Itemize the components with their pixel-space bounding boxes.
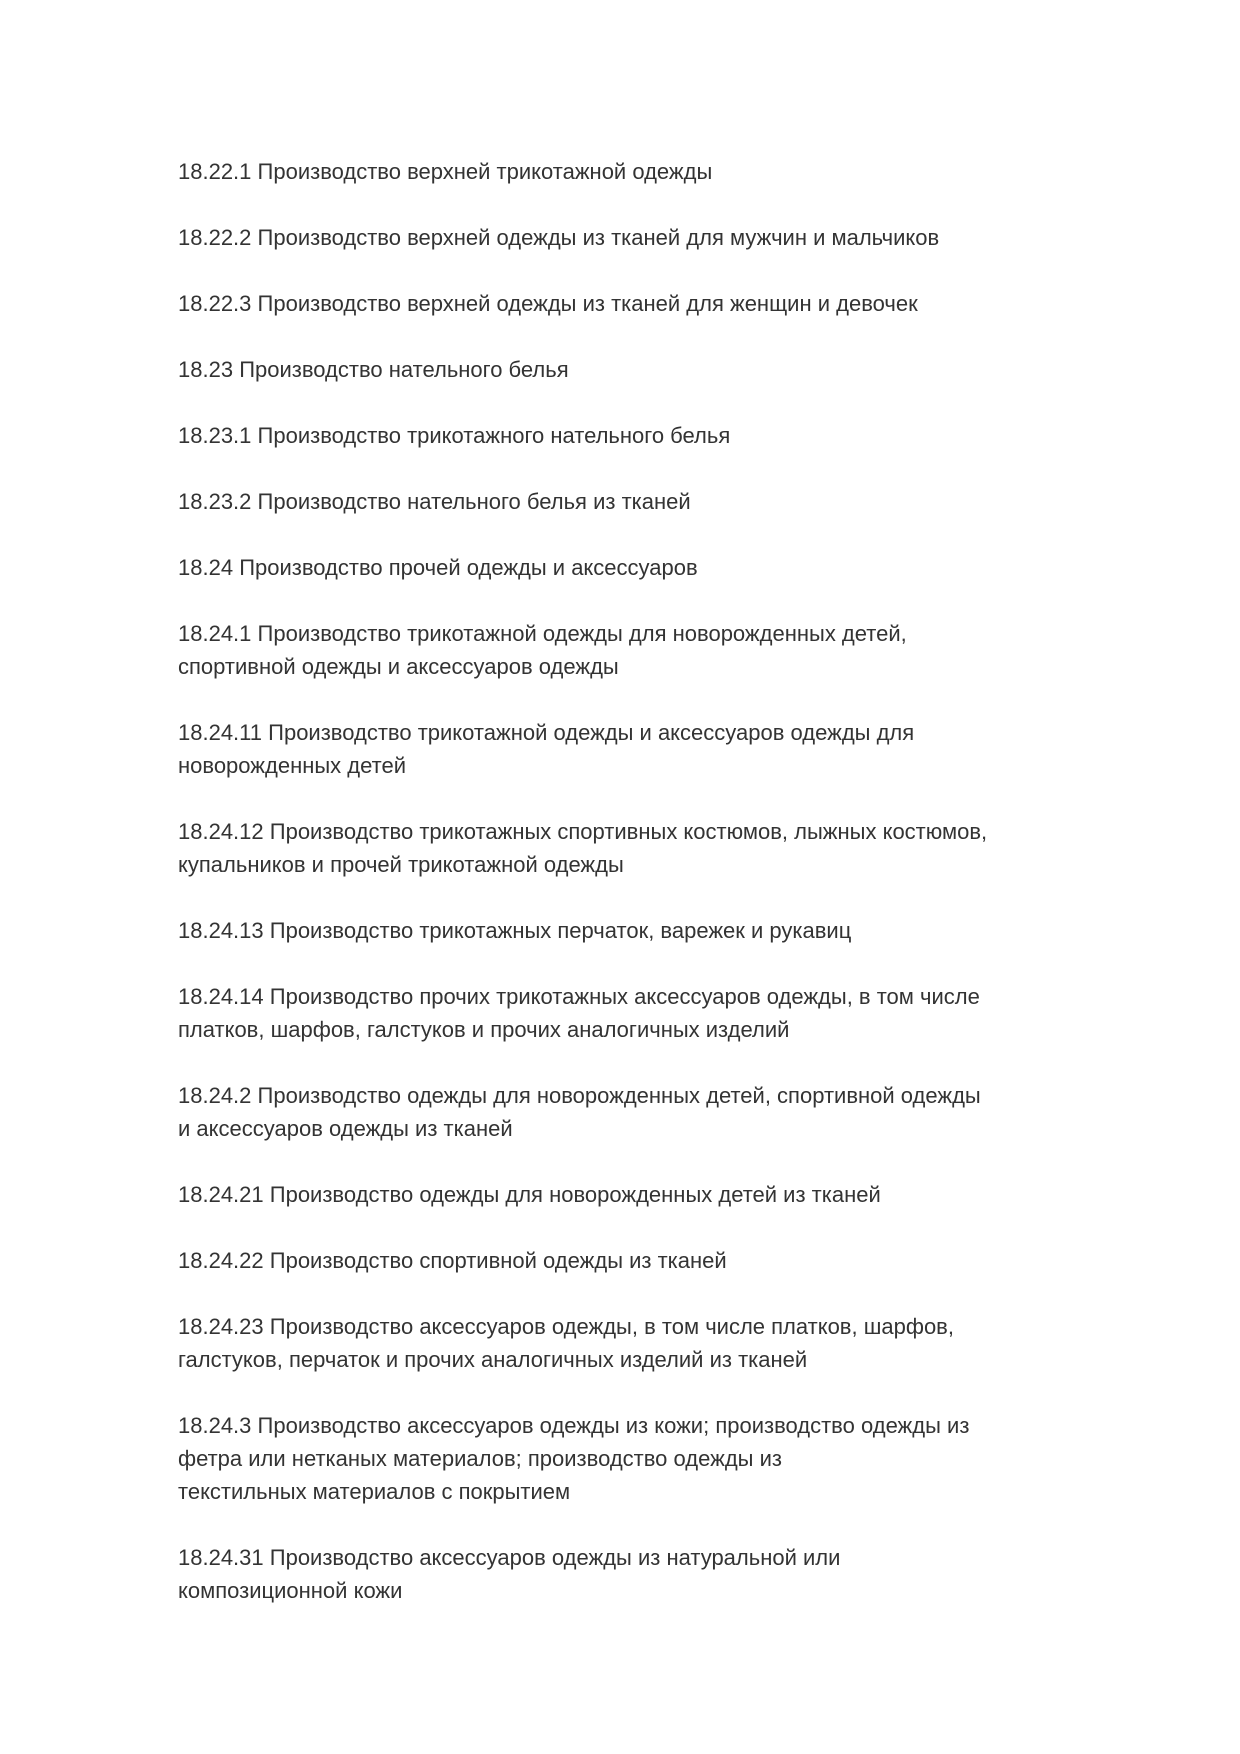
entry-code: 18.24.2 (178, 1083, 252, 1108)
entry-code: 18.23.2 (178, 489, 252, 514)
entry-code: 18.24.12 (178, 819, 264, 844)
entry-code: 18.23 (178, 357, 234, 382)
entry-text: Производство трикотажного нательного белья (257, 423, 731, 448)
entry-text: Производство нательного белья (239, 357, 569, 382)
entry-text: Производство трикотажных спортивных костюмов, лыжных костюмов, купальников и прочей трикотажной одежды (178, 819, 988, 877)
entry-18-24-12 (178, 815, 1078, 881)
entry-text: Производство аксессуаров одежды из кожи; производство одежды из фетра или нетканых материалов; производство одежды из текстильных материалов с покрытием (178, 1413, 970, 1504)
entry-18-24-13 (178, 914, 1078, 947)
entry-18-22-1 (178, 155, 1078, 188)
entry-code: 18.24.23 (178, 1314, 264, 1339)
entry-text: Производство верхней трикотажной одежды (257, 159, 713, 184)
entry-18-24-14 (178, 980, 1078, 1046)
entry-18-24-2 (178, 1079, 1078, 1145)
entry-code: 18.24.11 (178, 720, 263, 745)
entry-code: 18.22.1 (178, 159, 252, 184)
entry-text: Производство трикотажной одежды для новорожденных детей, спортивной одежды и аксессуаров одежды (178, 621, 907, 679)
entry-code: 18.22.3 (178, 291, 252, 316)
entry-text: Производство прочей одежды и аксессуаров (239, 555, 698, 580)
entry-code: 18.24.22 (178, 1248, 264, 1273)
entry-18-22-3 (178, 287, 1078, 320)
entry-18-24-21 (178, 1178, 1078, 1211)
entry-text: Производство спортивной одежды из тканей (269, 1248, 727, 1273)
entry-text: Производство аксессуаров одежды, в том числе платков, шарфов, галстуков, перчаток и прочих аналогичных изделий из тканей (178, 1314, 954, 1372)
entry-code: 18.24.31 (178, 1545, 264, 1570)
entry-18-24-3 (178, 1409, 1078, 1508)
entry-code: 18.23.1 (178, 423, 252, 448)
entry-18-24-11 (178, 716, 1078, 782)
entry-text: Производство трикотажной одежды и аксессуаров одежды для новорожденных детей (178, 720, 915, 778)
entry-code: 18.24.21 (178, 1182, 264, 1207)
entry-18-22-2 (178, 221, 1078, 254)
entry-text: Производство аксессуаров одежды из натуральной или композиционной кожи (178, 1545, 841, 1603)
entry-18-24-22 (178, 1244, 1078, 1277)
entry-text: Производство трикотажных перчаток, варежек и рукавиц (269, 918, 852, 943)
entry-18-24-23 (178, 1310, 1078, 1376)
entry-code: 18.24 (178, 555, 234, 580)
entry-text: Производство одежды для новорожденных детей, спортивной одежды и аксессуаров одежды из тканей (178, 1083, 981, 1141)
entry-text: Производство одежды для новорожденных детей из тканей (269, 1182, 881, 1207)
entry-code: 18.22.2 (178, 225, 252, 250)
entry-18-24-1 (178, 617, 1078, 683)
entry-text: Производство нательного белья из тканей (257, 489, 691, 514)
entry-18-23-2 (178, 485, 1078, 518)
entry-text: Производство прочих трикотажных аксессуаров одежды, в том числе платков, шарфов, галстуков и прочих аналогичных изделий (178, 984, 980, 1042)
entry-18-24-31 (178, 1541, 1078, 1607)
entry-code: 18.24.13 (178, 918, 264, 943)
entry-code: 18.24.1 (178, 621, 252, 646)
entry-code: 18.24.14 (178, 984, 264, 1009)
entry-text: Производство верхней одежды из тканей для мужчин и мальчиков (257, 225, 940, 250)
entry-code: 18.24.3 (178, 1413, 252, 1438)
entry-18-23-1 (178, 419, 1078, 452)
entry-18-24 (178, 551, 1078, 584)
entry-18-23 (178, 353, 1078, 386)
entry-text: Производство верхней одежды из тканей для женщин и девочек (257, 291, 918, 316)
